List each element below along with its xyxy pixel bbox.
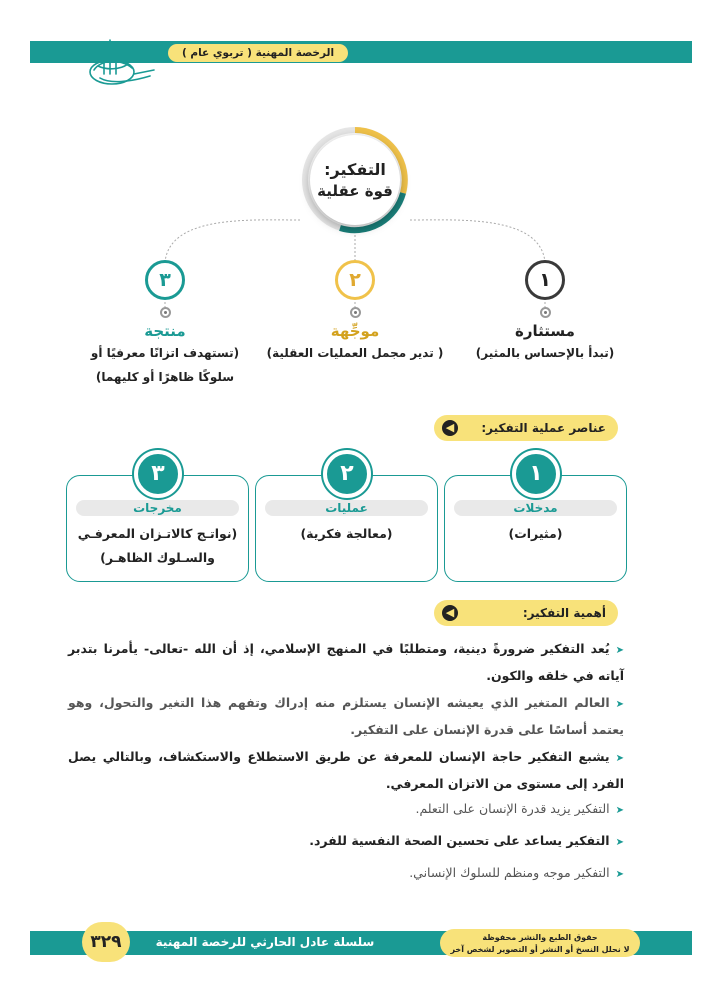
branch-3-desc-line-1: (تستهدف اتزانًا معرفيًا أو bbox=[90, 346, 240, 360]
bullet-text-2: العالم المتغير الذي يعيشه الإنسان يستلزم منه إدراك وتفهم هذا التغير والتحول، وهو يعتمد أساسًا على قدرة الإنسان على التفكير. bbox=[68, 695, 624, 737]
branch-3-desc-line-2: سلوكًا ظاهرًا أو كليهما) bbox=[95, 370, 235, 384]
element-3-desc-line-1: (نواتـج كالاتـزان المعرفـي bbox=[77, 526, 238, 541]
header-title: الرخصة المهنية ( تربوي عام ) bbox=[168, 44, 348, 62]
bullet-item-2 bbox=[68, 690, 624, 742]
arrow-left-icon: ◀ bbox=[442, 420, 458, 436]
branch-2-title: موجِّهة bbox=[330, 322, 380, 340]
branch-3-number: ٣ bbox=[145, 260, 185, 300]
bullet-text-5: التفكير يساعد على تحسين الصحة النفسية للفرد. bbox=[309, 833, 610, 848]
branch-3-title: منتجة bbox=[144, 322, 186, 340]
branch-2-desc: ( تدير مجمل العمليات العقلية) bbox=[266, 346, 444, 360]
element-2-label: عمليات bbox=[265, 500, 428, 516]
bullet-arrow-icon: ➤ bbox=[615, 869, 624, 880]
bullet-item-1 bbox=[68, 636, 624, 688]
central-concept bbox=[310, 135, 400, 225]
page-number: ٣٢٩ bbox=[82, 922, 130, 962]
bullet-arrow-icon: ➤ bbox=[615, 837, 624, 848]
branch-1-dot bbox=[540, 307, 551, 318]
bullet-arrow-icon: ➤ bbox=[615, 699, 624, 710]
branch-2-dot bbox=[350, 307, 361, 318]
element-1-label: مدخلات bbox=[454, 500, 617, 516]
branch-2-number: ٢ bbox=[335, 260, 375, 300]
element-3-label: مخرجات bbox=[76, 500, 239, 516]
bullet-arrow-icon: ➤ bbox=[615, 645, 624, 656]
branch-1-number: ١ bbox=[525, 260, 565, 300]
element-2-desc: (معالجة فكرية) bbox=[300, 526, 393, 541]
element-1-desc: (مثيرات) bbox=[508, 526, 563, 541]
central-line-2: قوة عقلية bbox=[317, 182, 393, 200]
footer-rights bbox=[440, 929, 640, 957]
bullet-arrow-icon: ➤ bbox=[615, 805, 624, 816]
footer-series-title: سلسلة عادل الحارثي للرخصة المهنية bbox=[155, 935, 375, 949]
elements-section-header bbox=[434, 415, 618, 441]
importance-section-header bbox=[434, 600, 618, 626]
arrow-left-icon: ◀ bbox=[442, 605, 458, 621]
footer-rights-line-2: لا نحلل النسخ أو النشر أو التصوير لشخص آخر bbox=[450, 945, 630, 954]
element-3-number: ٣ bbox=[134, 450, 182, 498]
bullet-item-3 bbox=[68, 744, 624, 796]
bullet-text-6: التفكير موجه ومنظم للسلوك الإنساني. bbox=[409, 865, 610, 880]
bullet-item-5 bbox=[68, 828, 624, 855]
branch-1-title: مستثارة bbox=[515, 322, 575, 340]
central-line-1: التفكير: bbox=[324, 160, 386, 179]
branch-3-dot bbox=[160, 307, 171, 318]
bullet-text-4: التفكير يزيد قدرة الإنسان على التعلم. bbox=[415, 801, 610, 816]
bullet-text-1: يُعد التفكير ضرورةً دينية، ومتطلبًا في المنهج الإسلامي، إذ أن الله -تعالى- يأمرنا بتدبر آياته في خلقه والكون. bbox=[68, 641, 624, 683]
importance-section-title: أهمية التفكير: bbox=[522, 606, 606, 620]
branch-1-desc: (تبدأ بالإحساس بالمثير) bbox=[475, 346, 615, 360]
bullet-item-6 bbox=[68, 860, 624, 887]
element-2-number: ٢ bbox=[323, 450, 371, 498]
elements-section-title: عناصر عملية التفكير: bbox=[481, 421, 606, 435]
element-3-desc-line-2: والسـلوك الظاهـر) bbox=[100, 550, 215, 565]
bullet-item-4 bbox=[68, 796, 624, 823]
bullet-text-3: يشبع التفكير حاجة الإنسان للمعرفة عن طريق الاستطلاع والاستكشاف، وبالتالي يصل الفرد إلى مستوى من الاتزان المعرفي. bbox=[68, 749, 624, 791]
footer-rights-line-1: حقوق الطبع والنشر محفوظة bbox=[482, 933, 598, 942]
bullet-arrow-icon: ➤ bbox=[615, 753, 624, 764]
element-1-number: ١ bbox=[512, 450, 560, 498]
